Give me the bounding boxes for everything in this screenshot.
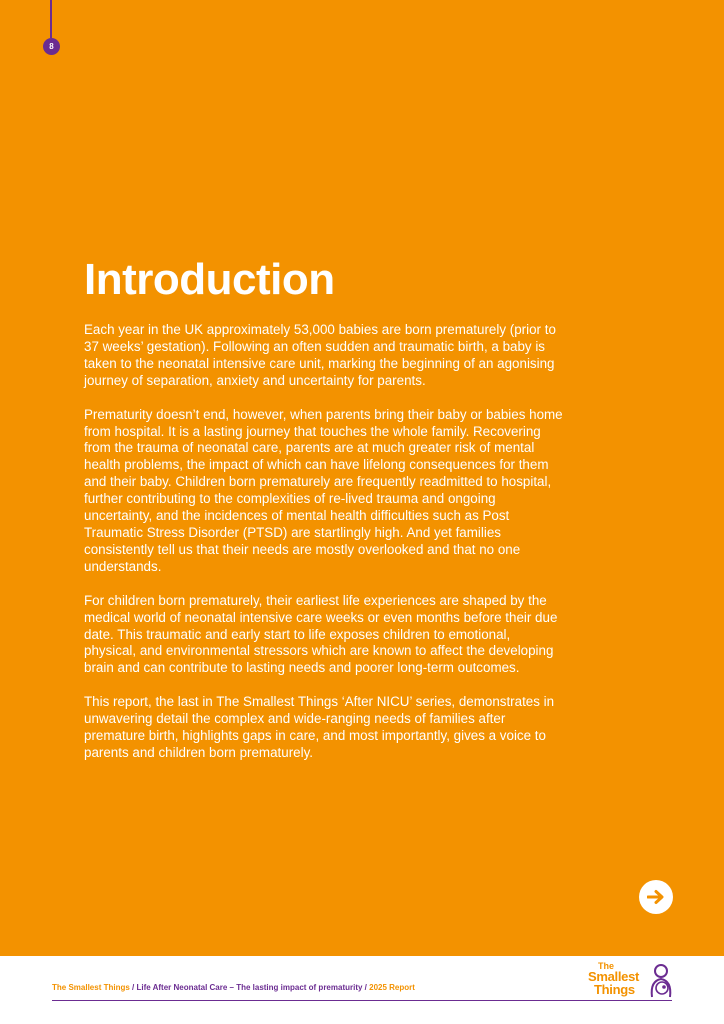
footer-year: 2025 Report xyxy=(369,983,415,992)
footer-separator: / xyxy=(129,983,137,992)
mother-baby-icon xyxy=(648,963,674,999)
footer-document-title: Life After Neonatal Care – The lasting impact of prematurity xyxy=(136,983,363,992)
footer-divider xyxy=(52,1000,672,1001)
body-text xyxy=(84,322,564,779)
paragraph-2: Prematurity doesn’t end, however, when parents bring their baby or babies home from hospital. It is a lasting journey that touches the whole family. Recovering from the trauma of neonatal care, parents are at much greater risk of mental health problems, the impact of which can have lifelong consequences for them and their baby. Children born prematurely are frequently readmitted to hospital, further contributing to the complexities of re-lived trauma and ongoing uncertainty, and the incidences of mental health difficulties such as Post Traumatic Stress Disorder (PTSD) are startlingly high. And yet families consistently tell us that their needs are mostly overlooked and that no one understands. xyxy=(84,406,563,574)
arrow-right-icon xyxy=(647,889,665,905)
footer-separator: / xyxy=(362,983,370,992)
paragraph-1: Each year in the UK approximately 53,000 babies are born prematurely (prior to 37 weeks’ gestation). Following an often sudden and traumatic birth, a baby is taken to the neonatal intensive care unit, marking the beginning of an agonising journey of separation, anxiety and uncertainty for parents. xyxy=(84,322,556,388)
logo-text-smallest: Smallest xyxy=(588,969,640,984)
footer-brand: The Smallest Things xyxy=(52,983,130,992)
top-divider-line xyxy=(50,0,52,38)
logo-text-the: The xyxy=(598,961,615,971)
page-number-badge xyxy=(43,38,60,55)
paragraph-4: This report, the last in The Smallest Things ‘After NICU’ series, demonstrates in unwavering detail the complex and wide-ranging needs of families after premature birth, highlights gaps in care, and most importantly, gives a voice to parents and children born prematurely. xyxy=(84,694,555,760)
paragraph-3: For children born prematurely, their earliest life experiences are shaped by the medical world of neonatal intensive care weeks or even months before their due date. This traumatic and early start to life exposes children to emotional, physical, and environmental stressors which are known to affect the developing brain and can contribute to lasting needs and poorer long-term outcomes. xyxy=(84,592,558,676)
page-title: Introduction xyxy=(84,255,335,304)
page-number: 8 xyxy=(49,41,54,51)
logo-text-things: Things xyxy=(594,982,635,997)
footer-caption xyxy=(52,983,415,992)
next-page-button[interactable] xyxy=(639,880,673,914)
brand-logo xyxy=(588,961,678,1001)
